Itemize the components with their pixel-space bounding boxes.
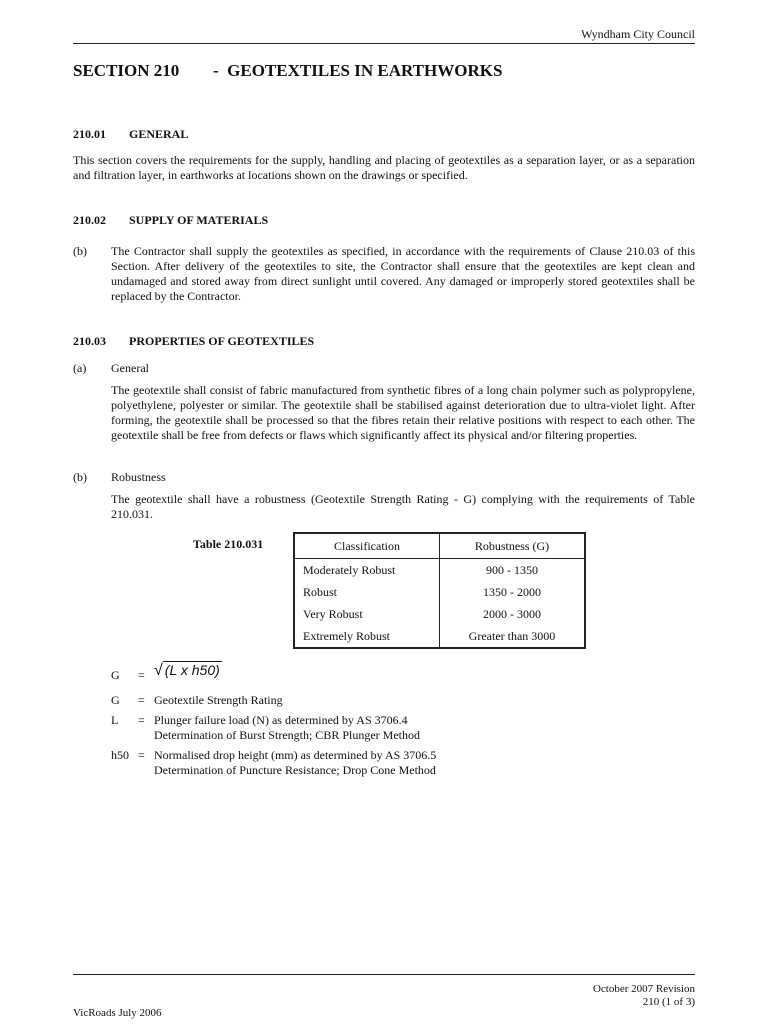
header-org: Wyndham City Council — [581, 27, 695, 41]
table-header-cell: Robustness (G) — [440, 533, 586, 559]
formula-equals: = — [138, 668, 145, 682]
radical-sign: √ — [154, 662, 163, 679]
item-label-b: (b) — [73, 470, 87, 484]
formula-radicand: (L x h50) — [164, 662, 220, 678]
footer-source: VicRoads July 2006 — [73, 1007, 162, 1019]
definition-text-cont: Determination of Puncture Resistance; Drop Cone Method — [154, 763, 436, 777]
definition-symbol: L — [111, 713, 119, 727]
definition-text: Normalised drop height (mm) as determined by AS 3706.5 — [154, 748, 437, 762]
definition-text: Geotextile Strength Rating — [154, 693, 283, 707]
table-row — [294, 603, 585, 625]
supply-paragraph: The Contractor shall supply the geotextiles as specified, in accordance with the requirements of Clause 210.03 of this Section. After delivery of the geotextiles to site, the Contractor shall ensure that the geotextiles are kept clean and undamaged and stored away from direct sunlight until covered. Any damaged or improperly stored geotextiles shall be replaced by the Contractor. — [111, 244, 695, 303]
heading-number: 210.02 — [73, 213, 106, 227]
section-name: - GEOTEXTILES IN EARTHWORKS — [213, 61, 503, 80]
heading-label: GENERAL — [129, 127, 189, 141]
footer-rule — [73, 974, 695, 975]
table-cell: Robust — [303, 584, 338, 599]
table-cell: Very Robust — [303, 606, 363, 621]
definition-symbol: h50 — [111, 748, 129, 762]
definition-equals: = — [138, 693, 145, 707]
item-title-robustness: Robustness — [111, 470, 166, 484]
robustness-paragraph: The geotextile shall have a robustness (Geotextile Strength Rating - G) complying with the requirements of Table 210.031. — [111, 492, 695, 521]
footer-revision: October 2007 Revision — [592, 983, 695, 995]
header-rule — [73, 43, 695, 44]
section-number: SECTION 210 — [73, 61, 180, 80]
heading-number: 210.01 — [73, 127, 106, 141]
general-paragraph: This section covers the requirements for the supply, handling and placing of geotextiles as a separation layer, or as a separation and filtration layer, in earthworks at locations shown on the drawings or specified. — [73, 153, 695, 182]
heading-210-02 — [73, 213, 268, 228]
definition-text: Plunger failure load (N) as determined by AS 3706.4 — [154, 713, 408, 727]
heading-number: 210.03 — [73, 334, 106, 348]
robustness-table — [293, 532, 586, 649]
table-cell: Greater than 3000 — [440, 625, 586, 648]
table-cell: 2000 - 3000 — [440, 603, 586, 625]
table-row — [294, 625, 585, 648]
item-label: (b) — [73, 244, 87, 258]
definition-text-cont: Determination of Burst Strength; CBR Plunger Method — [154, 728, 420, 742]
table-header-cell: Classification — [294, 533, 440, 559]
table-row — [294, 559, 585, 582]
table-cell: Extremely Robust — [303, 628, 390, 643]
heading-210-01 — [73, 127, 188, 142]
formula-lhs: G — [111, 668, 120, 682]
section-title — [73, 61, 502, 81]
table-cell: Moderately Robust — [303, 562, 396, 577]
heading-210-03 — [73, 334, 314, 349]
footer-page-number: 210 (1 of 3) — [642, 996, 695, 1008]
definition-symbol: G — [111, 693, 120, 707]
formula-sqrt — [154, 662, 222, 680]
general-properties-paragraph: The geotextile shall consist of fabric manufactured from synthetic fibres of a long chain polymer such as polypropylene, polyethylene, polyester or similar. The geotextile shall be stabilised against deterioration due to ultra-violet light. After forming, the geotextile shall be processed so that the fibres retain their relative positions with respect to each other. The geotextile shall be free from defects or flaws which significantly affect its physical and/or filtering properties. — [111, 383, 695, 442]
table-cell: 1350 - 2000 — [440, 581, 586, 603]
heading-label: SUPPLY OF MATERIALS — [129, 213, 269, 227]
item-label-a: (a) — [73, 361, 87, 375]
table-header-row — [294, 533, 585, 559]
heading-label: PROPERTIES OF GEOTEXTILES — [129, 334, 315, 348]
item-title-general: General — [111, 361, 149, 375]
table-row — [294, 581, 585, 603]
table-cell: 900 - 1350 — [440, 559, 586, 582]
definition-equals: = — [138, 713, 145, 727]
table-caption: Table 210.031 — [193, 537, 264, 551]
definition-equals: = — [138, 748, 145, 762]
